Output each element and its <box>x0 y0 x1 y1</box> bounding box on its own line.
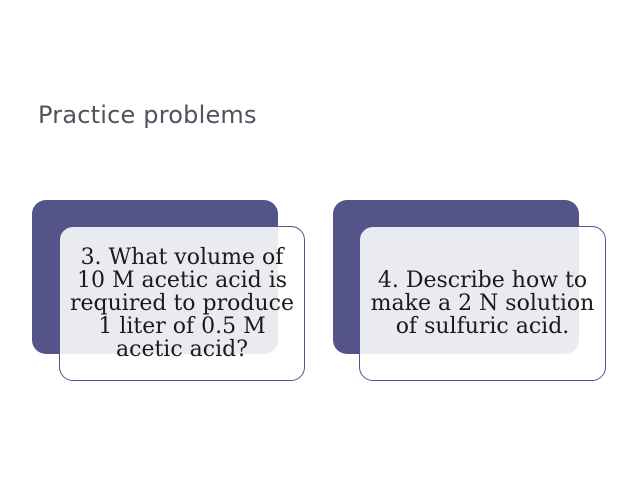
problem-card-3 <box>59 226 305 381</box>
problem-card-4 <box>359 226 606 381</box>
slide-title: Practice problems <box>38 101 257 129</box>
problem-text-4: 4. Describe how to make a 2 N solution of sulfuric acid. <box>370 267 595 340</box>
problem-text-3: 3. What volume of 10 M acetic acid is required to produce 1 liter of 0.5 M acetic acid? <box>70 244 294 363</box>
